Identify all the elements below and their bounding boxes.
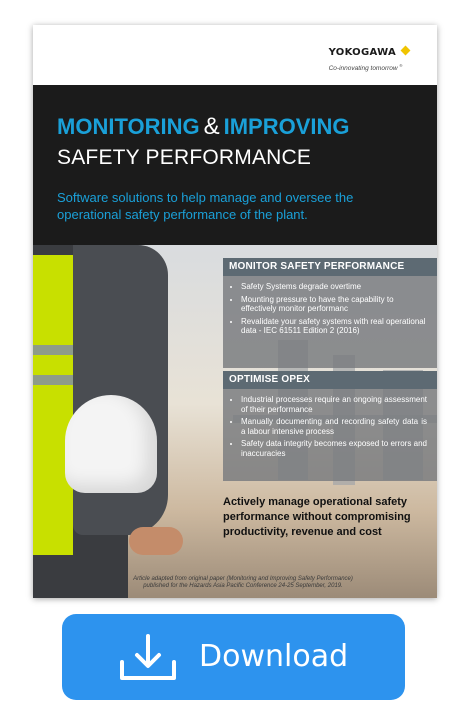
list-item: • Manually documenting and recording safety data is a labour intensive process bbox=[241, 417, 427, 436]
hero-banner bbox=[33, 85, 437, 245]
worker-photo bbox=[33, 245, 437, 598]
title-ampersand: & bbox=[203, 113, 220, 140]
hero-subtitle: Software solutions to help manage and oversee the operational safety performance of the plant. bbox=[57, 190, 354, 222]
brand-tagline: Co-innovating tomorrow ® bbox=[328, 63, 403, 73]
list-item: • Mounting pressure to have the capability to effectively monitor performanc bbox=[241, 295, 427, 314]
list-item: • Safety data integrity becomes exposed to errors and inaccuracies bbox=[241, 439, 427, 458]
article-credit: Article adapted from original paper (Monitoring and Improving Safety Performance) published for the Hazards Asia Pacific Conference 24-25 September, 2019. bbox=[133, 576, 353, 589]
callout-text: Actively manage operational safety performance without compromising productivity, revenue and cost bbox=[223, 496, 411, 538]
title-monitoring: MONITORING bbox=[57, 114, 200, 139]
safety-vest bbox=[33, 255, 73, 555]
list-item: • Industrial processes require an ongoing assessment of their performance bbox=[241, 395, 427, 414]
title-improving: IMPROVING bbox=[223, 114, 350, 139]
section-opex-heading: OPTIMISE OPEX bbox=[223, 371, 437, 389]
section-opex-list bbox=[223, 389, 437, 481]
section-monitor-heading: MONITOR SAFETY PERFORMANCE bbox=[223, 258, 437, 276]
list-item: • Revalidate your safety systems with real operational data - IEC 61511 Edition 2 (2016) bbox=[241, 317, 427, 336]
title-line-2: SAFETY PERFORMANCE bbox=[57, 146, 312, 169]
download-button[interactable] bbox=[62, 614, 405, 700]
download-label: Download bbox=[199, 639, 349, 674]
brand-tagline-mark: ® bbox=[399, 63, 403, 68]
vest-reflective-stripe bbox=[33, 375, 73, 385]
brand-diamond-icon bbox=[401, 46, 411, 56]
list-item: • Safety Systems degrade overtime bbox=[241, 282, 427, 292]
section-monitor-list bbox=[223, 276, 437, 368]
brand-name: YOKOGAWA bbox=[328, 47, 396, 58]
brochure-cover bbox=[33, 25, 437, 598]
vest-reflective-stripe bbox=[33, 345, 73, 355]
download-tray-icon bbox=[118, 632, 178, 684]
hard-hat bbox=[65, 395, 157, 493]
worker-hand bbox=[129, 527, 183, 555]
title-line-1 bbox=[57, 113, 350, 141]
yokogawa-logo bbox=[329, 42, 409, 72]
